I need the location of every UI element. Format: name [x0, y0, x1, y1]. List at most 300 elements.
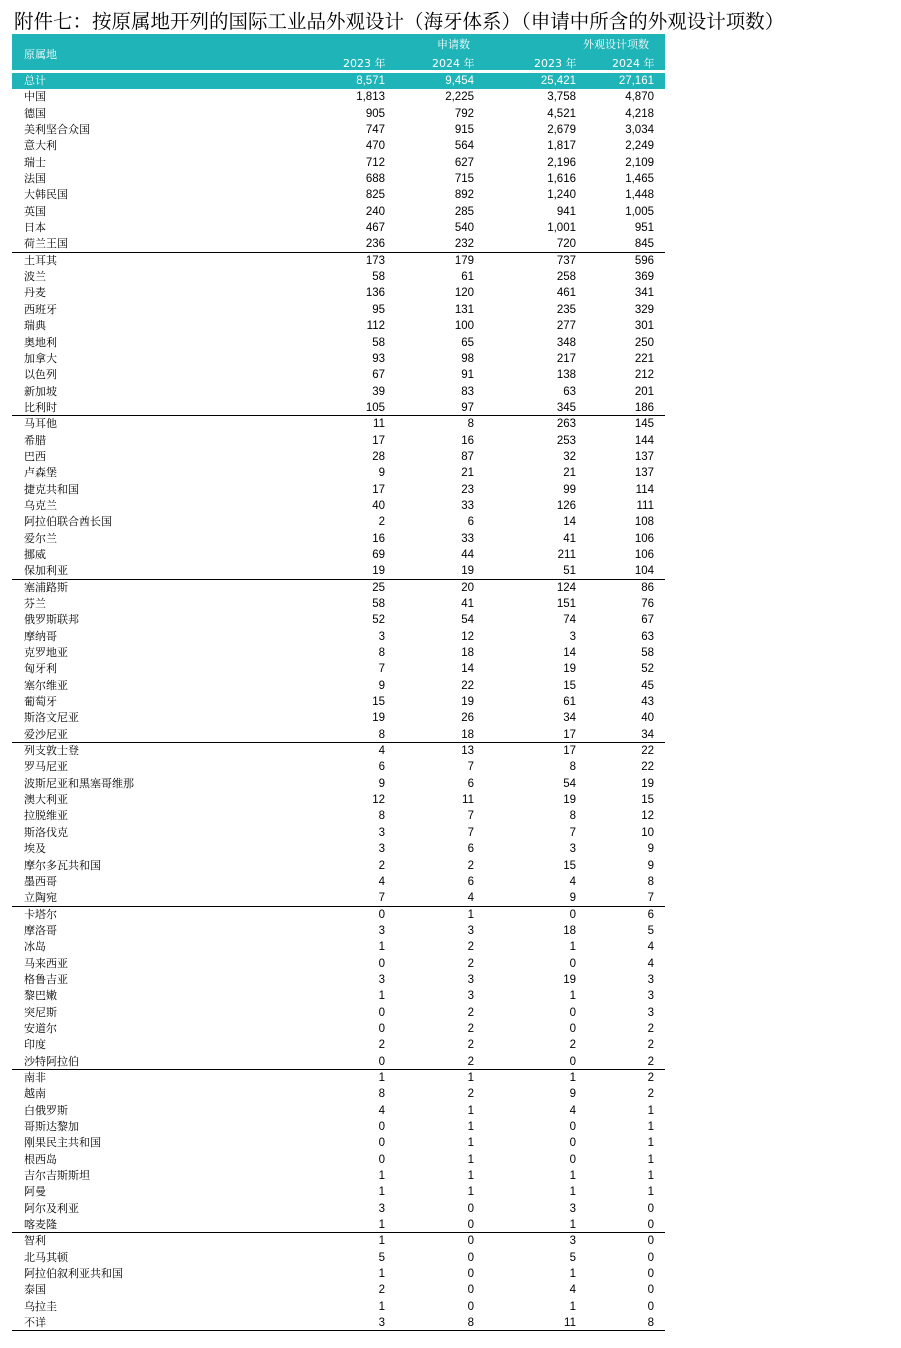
app-2023: 2: [378, 1284, 385, 1297]
des-2024: 10: [641, 826, 654, 839]
origin-name: 法国: [24, 172, 46, 186]
table-row: [12, 841, 665, 857]
des-2024: 4,870: [625, 91, 654, 104]
des-2023: 19: [563, 973, 576, 986]
des-2023: 151: [556, 598, 576, 610]
app-2023: 16: [372, 532, 385, 545]
origin-name: 意大利: [24, 139, 57, 153]
des-2023: 263: [556, 418, 576, 431]
table-row: [12, 776, 665, 792]
origin-name: 芬兰: [24, 597, 46, 610]
des-2023: 99: [563, 483, 576, 496]
des-2023: 19: [563, 794, 576, 807]
table-row: [12, 384, 665, 400]
app-2023: 3: [378, 630, 385, 643]
table-row: [12, 1119, 665, 1135]
des-2024: 2,249: [625, 140, 654, 153]
table-row: [12, 923, 665, 939]
app-2024: 131: [454, 303, 474, 316]
table-row: [12, 792, 665, 808]
app-2024: 7: [467, 810, 474, 823]
app-2023: 136: [365, 287, 385, 300]
app-2023: 11: [373, 418, 385, 431]
table-row: [12, 580, 665, 596]
table-row: [12, 449, 665, 465]
app-2023: 1: [378, 1170, 385, 1183]
table-row: [12, 155, 665, 171]
table-row: [12, 1217, 665, 1233]
des-2023: 3: [569, 1235, 576, 1248]
des-2024: 45: [641, 679, 654, 692]
table-row: [12, 302, 665, 318]
origin-name: 立陶宛: [24, 891, 57, 905]
header-des-2023: 2023 年: [534, 57, 577, 70]
app-2024: 3: [467, 973, 474, 986]
app-2024: 1: [467, 1104, 474, 1117]
app-2023: 1: [378, 941, 385, 954]
app-2024: 627: [454, 156, 474, 169]
app-2023: 2: [378, 516, 385, 529]
app-2023: 0: [378, 1055, 385, 1068]
des-2024: 1: [647, 1170, 654, 1183]
origin-name: 美利坚合众国: [24, 123, 90, 137]
app-2023: 240: [365, 205, 385, 218]
des-2023: 1,616: [547, 173, 576, 186]
des-2023: 3: [569, 1202, 576, 1215]
app-2023: 0: [378, 1121, 385, 1133]
origin-name: 瑞士: [24, 155, 46, 169]
des-2023: 11: [564, 1317, 576, 1330]
des-2024: 40: [641, 712, 654, 725]
table-row: [12, 122, 665, 138]
app-2023: 95: [372, 303, 385, 316]
app-2023: 58: [372, 271, 385, 284]
table-row: [12, 1037, 665, 1053]
table-row: [12, 874, 665, 890]
table-row: [12, 1184, 665, 1200]
table-row: [12, 1152, 665, 1168]
app-2024: 16: [461, 434, 474, 447]
origin-name: 阿尔及利亚: [24, 1201, 79, 1215]
des-2024: 43: [641, 696, 654, 709]
des-2023: 21: [563, 467, 576, 480]
table-row: [12, 547, 665, 563]
des-2023: 8: [569, 810, 576, 823]
app-2024: 44: [461, 548, 474, 561]
des-2024: 201: [634, 385, 654, 398]
app-2024: 0: [467, 1251, 474, 1264]
origin-name: 沙特阿拉伯: [24, 1054, 79, 1068]
app-2023: 19: [372, 565, 385, 578]
des-2024: 0: [647, 1284, 654, 1297]
app-2024: 285: [454, 205, 474, 218]
des-2023: 9: [569, 892, 576, 905]
app-2023: 5: [378, 1251, 385, 1264]
des-2023: 14: [563, 647, 576, 660]
app-2023: 1: [378, 1268, 385, 1281]
app-2023: 3: [378, 973, 385, 986]
des-2023: 18: [563, 924, 576, 937]
app-2024: 23: [461, 483, 474, 496]
des-2023: 345: [556, 401, 576, 414]
app-2024: 21: [461, 467, 474, 480]
table-row: [12, 890, 665, 906]
app-2023: 0: [378, 1006, 385, 1019]
app-2024: 4: [467, 892, 474, 905]
origin-name: 奥地利: [24, 335, 57, 349]
table-row: [12, 465, 665, 481]
des-2024: 4: [647, 941, 654, 954]
app-2024: 18: [461, 647, 474, 660]
header-applications: 申请数: [437, 38, 470, 51]
app-2023: 67: [372, 369, 385, 382]
table-row: [12, 1250, 665, 1266]
app-2024: 715: [454, 173, 474, 186]
table-row: [12, 171, 665, 187]
origin-name: 新加坡: [24, 384, 57, 398]
des-2024: 2: [647, 1071, 654, 1084]
des-2024: 52: [641, 663, 654, 676]
des-2024: 0: [647, 1219, 654, 1232]
des-2024: 1,448: [625, 189, 654, 202]
origin-name: 克罗地亚: [24, 646, 68, 660]
des-2024: 63: [641, 630, 654, 643]
des-2023: 0: [569, 1022, 576, 1035]
app-2024: 0: [467, 1268, 474, 1281]
table-row: [12, 1005, 665, 1021]
des-2023: 0: [569, 1055, 576, 1068]
app-2024: 1: [467, 1071, 474, 1084]
origin-name: 摩洛哥: [24, 923, 57, 937]
table-row: [12, 825, 665, 841]
des-2024: 106: [634, 548, 654, 561]
header-app-2023: 2023 年: [343, 57, 386, 70]
app-2023: 905: [365, 107, 385, 120]
app-2024: 41: [461, 598, 474, 610]
des-2023: 1: [569, 1071, 576, 1084]
table-row: [12, 1168, 665, 1184]
des-2023: 737: [556, 254, 576, 267]
des-2024: 1: [647, 1153, 654, 1166]
origin-name: 格鲁吉亚: [24, 972, 68, 986]
origin-name: 大韩民国: [24, 188, 68, 202]
des-2024: 8: [647, 1317, 654, 1330]
app-2024: 6: [467, 516, 474, 529]
des-2023: 0: [569, 1006, 576, 1019]
origin-name: 俄罗斯联邦: [24, 613, 79, 627]
des-2023: 258: [556, 271, 576, 284]
origin-name: 荷兰王国: [24, 237, 68, 251]
des-2023: 54: [563, 777, 576, 790]
app-2024: 26: [461, 712, 474, 725]
app-2023: 4: [378, 875, 385, 888]
des-2023: 9: [569, 1088, 576, 1101]
des-2023: 461: [556, 287, 576, 300]
des-2024: 76: [641, 598, 654, 610]
origin-name: 卡塔尔: [24, 907, 57, 921]
table-row: [12, 1135, 665, 1151]
app-2024: 65: [461, 336, 474, 349]
app-2024: 915: [454, 124, 474, 137]
app-2023: 2: [378, 1039, 385, 1052]
app-2023: 688: [365, 173, 385, 186]
des-2023: 1: [569, 1170, 576, 1183]
table-row: [12, 661, 665, 677]
origin-name: 白俄罗斯: [24, 1103, 68, 1117]
app-2023: 15: [372, 696, 385, 709]
origin-name: 刚果民主共和国: [24, 1136, 101, 1150]
table-body: [12, 89, 665, 1331]
origin-name: 突尼斯: [24, 1005, 57, 1019]
des-2024: 2: [647, 1039, 654, 1052]
des-2023: 74: [563, 614, 576, 627]
des-2024: 67: [641, 614, 654, 627]
app-2024: 33: [461, 532, 474, 545]
des-2023: 2: [569, 1039, 576, 1052]
app-2023: 2: [378, 859, 385, 872]
origin-name: 阿拉伯叙利亚共和国: [24, 1267, 123, 1281]
des-2023: 1,240: [547, 189, 576, 202]
des-2024: 145: [634, 418, 654, 431]
app-2023: 58: [372, 336, 385, 349]
app-2023: 39: [372, 385, 385, 398]
des-2023: 1: [569, 990, 576, 1003]
app-2024: 14: [461, 663, 474, 676]
des-2024: 301: [634, 320, 654, 333]
origin-name: 越南: [24, 1087, 46, 1101]
table-row: [12, 678, 665, 694]
app-2023: 236: [365, 238, 385, 251]
origin-name: 黎巴嫩: [24, 989, 57, 1003]
origin-name: 爱沙尼亚: [24, 727, 68, 741]
app-2023: 0: [378, 1153, 385, 1166]
origin-name: 中国: [24, 90, 46, 104]
app-2024: 13: [461, 745, 474, 758]
des-2024: 106: [634, 532, 654, 545]
app-2024: 8: [467, 1317, 474, 1330]
des-2024: 329: [634, 303, 654, 316]
origin-name: 罗马尼亚: [24, 760, 68, 774]
app-2024: 2: [467, 1006, 474, 1019]
origin-name: 卢森堡: [24, 466, 57, 480]
app-2024: 12: [461, 630, 474, 643]
app-2023: 17: [372, 434, 385, 447]
origin-name: 捷克共和国: [24, 482, 79, 496]
des-2023: 15: [563, 679, 576, 692]
des-2023: 1,001: [547, 222, 576, 235]
app-2024: 18: [461, 728, 474, 741]
app-2024: 1: [467, 1121, 474, 1133]
des-2023: 4: [569, 1104, 576, 1117]
table-row: [12, 727, 665, 743]
des-2023: 32: [563, 450, 576, 463]
table-row: [12, 531, 665, 547]
origin-name: 摩纳哥: [24, 629, 57, 643]
origin-name: 波斯尼亚和黑塞哥维那: [24, 776, 134, 790]
app-2023: 1: [378, 1219, 385, 1232]
app-2024: 120: [454, 287, 474, 300]
des-2024: 58: [641, 647, 654, 660]
des-2023: 14: [563, 516, 576, 529]
des-2023: 3: [569, 630, 576, 643]
origin-name: 德国: [24, 106, 46, 120]
app-2024: 8: [467, 418, 474, 431]
app-2024: 1: [467, 1186, 474, 1199]
des-2023: 253: [556, 434, 576, 447]
header-des-2024: 2024 年: [612, 57, 655, 70]
des-2024: 369: [634, 271, 654, 284]
app-2023: 9: [378, 777, 385, 790]
app-2024: 6: [467, 777, 474, 790]
origin-name: 马来西亚: [24, 956, 68, 970]
app-2023: 8: [378, 810, 385, 823]
origin-name: 印度: [24, 1038, 46, 1052]
des-2023: 1: [569, 1268, 576, 1281]
des-2023: 63: [563, 385, 576, 398]
table-row: [12, 956, 665, 972]
des-2024: 1,005: [625, 205, 654, 218]
table-row: [12, 1299, 665, 1315]
app-2023: 7: [378, 663, 385, 676]
origin-name: 智利: [24, 1234, 46, 1248]
des-2023: 0: [569, 908, 576, 921]
app-2024: 3: [467, 990, 474, 1003]
origin-name: 希腊: [24, 433, 46, 447]
des-2023: 1: [569, 1186, 576, 1199]
app-2024: 54: [461, 614, 474, 627]
app-2024: 0: [467, 1300, 474, 1313]
app-2024: 2,225: [445, 91, 474, 104]
app-2024: 19: [461, 565, 474, 578]
app-2024: 232: [454, 238, 474, 251]
origin-name: 根西岛: [24, 1152, 57, 1166]
app-2023: 3: [378, 843, 385, 856]
des-2023: 1,817: [547, 140, 576, 153]
origin-name: 日本: [24, 221, 46, 235]
table-row: [12, 433, 665, 449]
des-2023: 2,679: [547, 124, 576, 137]
origin-name: 喀麦隆: [24, 1218, 57, 1232]
app-2024: 33: [461, 499, 474, 512]
origin-name: 挪威: [24, 547, 46, 561]
origin-name: 西班牙: [24, 302, 57, 316]
table-header: [12, 34, 665, 70]
des-2023: 0: [569, 1137, 576, 1150]
app-2023: 1: [378, 990, 385, 1003]
origin-name: 吉尔吉斯斯坦: [24, 1169, 90, 1183]
des-2023: 19: [563, 663, 576, 676]
app-2024: 0: [467, 1219, 474, 1232]
des-2024: 9: [647, 843, 654, 856]
des-2023: 1: [569, 941, 576, 954]
app-2024: 2: [467, 859, 474, 872]
des-2024: 1: [647, 1104, 654, 1117]
des-2023: 2,196: [547, 156, 576, 169]
des-2023: 0: [569, 1153, 576, 1166]
total-app-2023: 8,571: [356, 75, 385, 87]
des-2023: 17: [563, 728, 576, 741]
app-2024: 97: [461, 401, 474, 414]
origin-name: 乌克兰: [24, 498, 57, 512]
des-2024: 1,465: [625, 173, 654, 186]
app-2024: 6: [467, 875, 474, 888]
origin-name: 丹麦: [24, 286, 46, 300]
app-2023: 3: [378, 1317, 385, 1330]
des-2024: 250: [634, 336, 654, 349]
des-2024: 108: [634, 516, 654, 529]
des-2023: 277: [556, 320, 576, 333]
des-2023: 3,758: [547, 91, 576, 104]
app-2023: 0: [378, 908, 385, 921]
des-2024: 845: [634, 238, 654, 251]
origin-name: 澳大利亚: [24, 793, 68, 807]
table-row: [12, 1021, 665, 1037]
app-2023: 9: [378, 467, 385, 480]
total-des-2023: 25,421: [540, 75, 576, 87]
table-row: [12, 1315, 665, 1331]
origin-name: 塞浦路斯: [24, 580, 68, 594]
table-row: [12, 1103, 665, 1119]
des-2024: 34: [641, 728, 654, 741]
des-2023: 1: [569, 1300, 576, 1313]
app-2024: 19: [461, 696, 474, 709]
table-row: [12, 187, 665, 203]
app-2024: 91: [461, 369, 474, 382]
total-label: 总计: [24, 74, 46, 87]
table-row: [12, 1086, 665, 1102]
header-origin: 原属地: [24, 48, 57, 61]
app-2023: 825: [365, 189, 385, 202]
app-2023: 467: [365, 222, 385, 235]
table-row: [12, 335, 665, 351]
app-2024: 564: [454, 140, 474, 153]
table-row: [12, 138, 665, 154]
des-2023: 4: [569, 1284, 576, 1297]
origin-name: 阿曼: [24, 1185, 46, 1199]
origin-name: 南非: [24, 1070, 46, 1084]
app-2023: 19: [372, 712, 385, 725]
des-2024: 186: [634, 401, 654, 414]
origin-name: 塞尔维亚: [24, 678, 68, 692]
des-2024: 144: [634, 434, 654, 447]
origin-name: 波兰: [24, 270, 46, 284]
des-2024: 22: [641, 745, 654, 758]
des-2024: 596: [634, 254, 654, 267]
app-2024: 2: [467, 1039, 474, 1052]
app-2024: 892: [454, 189, 474, 202]
app-2024: 61: [461, 271, 474, 284]
des-2023: 941: [556, 205, 576, 218]
des-2024: 4: [647, 957, 654, 970]
table-row: [12, 694, 665, 710]
des-2023: 7: [569, 826, 576, 839]
des-2024: 951: [634, 222, 654, 235]
app-2023: 25: [372, 581, 385, 594]
app-2023: 0: [378, 957, 385, 970]
app-2024: 83: [461, 385, 474, 398]
origin-name: 北马其顿: [24, 1250, 68, 1264]
total-des-2024: 27,161: [618, 75, 654, 87]
des-2023: 41: [563, 532, 576, 545]
origin-name: 土耳其: [24, 253, 57, 267]
app-2023: 1: [378, 1071, 385, 1084]
des-2024: 1: [647, 1137, 654, 1150]
table-row: [12, 269, 665, 285]
des-2023: 124: [556, 581, 576, 594]
des-2024: 5: [647, 924, 654, 937]
app-2024: 7: [467, 761, 474, 774]
table-row: [12, 351, 665, 367]
